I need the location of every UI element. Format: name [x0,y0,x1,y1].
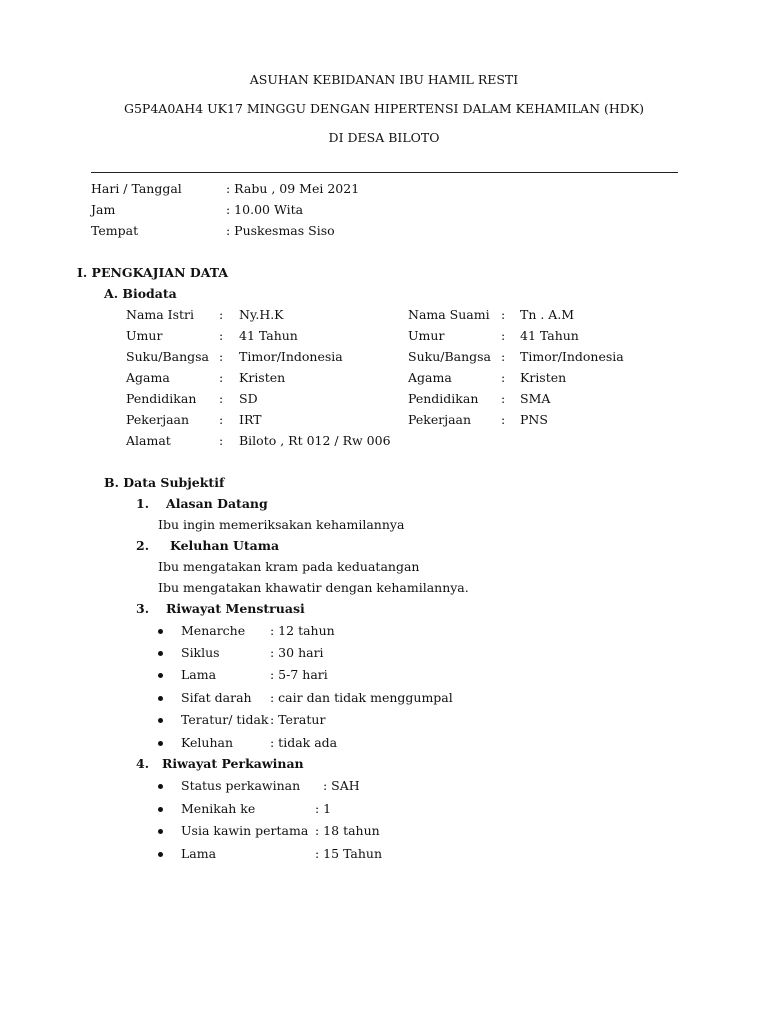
doc-location: DI DESA BILOTO [328,130,440,145]
item-number: 4. [136,756,150,771]
list-value: : Teratur [270,712,326,727]
biodata-label: Suku/Bangsa [408,349,492,364]
biodata-value: IRT [239,412,262,427]
biodata-label: Suku/Bangsa [126,349,210,364]
colon: : [219,349,224,364]
list-value: : 15 Tahun [315,846,383,861]
list-value: : 1 [315,801,332,816]
biodata-label: Agama [126,370,170,385]
biodata-label: Umur [408,328,445,343]
meta-label: Tempat [91,223,139,238]
list-value: : 30 hari [270,645,324,660]
item-number: 1. [136,496,150,511]
colon: : [219,370,224,385]
doc-subtitle: G5P4A0AH4 UK17 MINGGU DENGAN HIPERTENSI DALAM KEHAMILAN (HDK) [123,101,645,116]
biodata-value: 41 Tahun [239,328,298,343]
meta-label: Jam [91,202,116,217]
list-value: : tidak ada [270,735,338,750]
list-label: Usia kawin pertama [181,823,309,838]
list-label: Siklus [181,645,220,660]
colon: : [219,433,224,448]
meta-value: : Rabu , 09 Mei 2021 [226,181,360,196]
colon: : [501,328,506,343]
subjektif-heading: B. Data Subjektif [104,475,225,490]
item-number: 2. [136,538,150,553]
meta-label: Hari / Tanggal [91,181,182,196]
biodata-value: SD [239,391,258,406]
bullet-icon [158,718,163,723]
bullet-icon [158,651,163,656]
list-value: : SAH [323,778,360,793]
section-heading: I. PENGKAJIAN DATA [77,265,229,280]
biodata-value: Timor/Indonesia [520,349,624,364]
bullet-icon [158,741,163,746]
item-number: 3. [136,601,150,616]
bullet-icon [158,829,163,834]
biodata-value: PNS [520,412,548,427]
meta-value: : 10.00 Wita [226,202,304,217]
biodata-value: Timor/Indonesia [239,349,343,364]
item-heading: Riwayat Perkawinan [162,756,304,771]
list-value: : 12 tahun [270,623,335,638]
colon: : [501,307,506,322]
biodata-label: Nama Suami [408,307,490,322]
item-heading: Keluhan Utama [170,538,280,553]
bullet-icon [158,784,163,789]
item-heading: Riwayat Menstruasi [166,601,305,616]
colon: : [501,391,506,406]
biodata-label: Nama Istri [126,307,195,322]
colon: : [219,391,224,406]
list-label: Lama [181,846,217,861]
list-label: Sifat darah [181,690,252,705]
list-label: Menikah ke [181,801,256,816]
biodata-label: Umur [126,328,163,343]
list-label: Menarche [181,623,246,638]
list-label: Teratur/ tidak [181,712,269,727]
bullet-icon [158,673,163,678]
meta-value: : Puskesmas Siso [226,223,335,238]
biodata-label: Pendidikan [126,391,197,406]
biodata-value: Ny.H.K [239,307,284,322]
colon: : [501,349,506,364]
colon: : [219,328,224,343]
bullet-icon [158,807,163,812]
biodata-value: Kristen [520,370,567,385]
bullet-icon [158,696,163,701]
biodata-value: Kristen [239,370,286,385]
paragraph-text: Ibu ingin memeriksakan kehamilannya [158,517,405,532]
list-label: Lama [181,667,217,682]
paragraph-text: Ibu mengatakan kram pada keduatangan [158,559,420,574]
header-divider [91,172,678,173]
biodata-label: Pendidikan [408,391,479,406]
list-label: Status perkawinan [181,778,301,793]
list-value: : 18 tahun [315,823,380,838]
biodata-label: Pekerjaan [408,412,472,427]
doc-title: ASUHAN KEBIDANAN IBU HAMIL RESTI [249,72,519,87]
biodata-label: Agama [408,370,452,385]
biodata-value: Tn . A.M [520,307,575,322]
biodata-heading: A. Biodata [104,286,177,301]
colon: : [501,370,506,385]
biodata-value: Biloto , Rt 012 / Rw 006 [239,433,391,448]
paragraph-text: Ibu mengatakan khawatir dengan kehamilannya. [158,580,469,595]
list-value: : 5-7 hari [270,667,328,682]
colon: : [501,412,506,427]
biodata-label: Alamat [126,433,171,448]
bullet-icon [158,629,163,634]
bullet-icon [158,852,163,857]
biodata-value: 41 Tahun [520,328,579,343]
item-heading: Alasan Datang [166,496,268,511]
colon: : [219,412,224,427]
colon: : [219,307,224,322]
list-label: Keluhan [181,735,234,750]
list-value: : cair dan tidak menggumpal [270,690,453,705]
biodata-value: SMA [520,391,551,406]
biodata-label: Pekerjaan [126,412,190,427]
